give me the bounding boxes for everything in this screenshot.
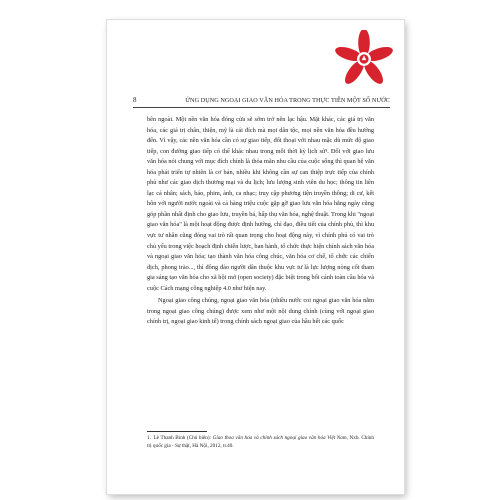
footnote-publication: , Nxb. Chính trị quốc gia - Sự thật, Hà Nội, 2012, tr.40.	[147, 435, 374, 450]
footnote-divider	[147, 431, 207, 432]
running-title: ỨNG DỤNG NGOẠI GIAO VĂN HÓA TRONG THỰC TIỄN MỘT SỐ NƯỚC	[185, 97, 390, 104]
footnote	[147, 434, 374, 450]
publisher-flower-logo-icon	[335, 30, 393, 88]
paragraph-1: bên ngoài. Một nền văn hóa đóng cửa sẽ sớm trở nên lạc hậu. Mặt khác, các giá trị văn hóa, các giá trị chân, thiện, mỹ là cái đích mà mọi dân tộc, mọi nền văn hóa đều hướng đến. Vì vậy, các nền văn hóa cần có sự giao tiếp, đối thoại với nhau mặc dù mức độ giao tiếp, con đường giao tiếp có thể khác nhau trong mỗi thời kỳ lịch sử¹. Đối với giao lưu văn hóa nói chung với mục đích chính là thỏa mãn nhu cầu của cuộc sống thì quan hệ văn hóa phát triển tự nhiên là cơ bản, nhiều khi không cần sự can thiệp trực tiếp của chính phủ như các giao dịch thương mại và du lịch; lưu lượng sinh viên du học; thông tin liên lạc cá nhân; sách, báo, phim, ảnh, ca nhạc; truy cập phương tiện truyền thông; di cư, kết hôn với người nước ngoài và cả hàng triệu cuộc gặp gỡ giao lưu văn hóa hằng ngày cũng góp phần nhất định cho giao lưu, truyền bá, hấp thụ văn hóa, nghệ thuật. Trong khi "ngoại giao văn hóa" là một hoạt động được định hướng, chỉ đạo, điều tiết của chính phủ, thì khu vực tư nhân cũng đóng vai trò rất quan trọng cho hoạt động này, vì chính phủ có vai trò chủ yếu trong việc hoạch định chiến lược, ban hành, tổ chức thực hiện chính sách văn hóa và ngoại giao văn hóa; tạo thành văn hóa công chúc, văn hóa cơ chế, tổ chức các chiến dịch, phong trào..., thì đông đảo người dân thuộc khu vực tư là lực lượng nòng cốt tham gia sáng tạo văn hóa cho xã hội mở (open society) đặc biệt trong bối cảnh toàn cầu hóa và cuộc Cách mạng công nghiệp 4.0 như hiện nay.	[147, 116, 374, 292]
footnote-title: Giao thoa văn hóa và chính sách ngoại giao văn hóa Việt Nam	[212, 435, 347, 441]
paragraph-2: Ngoại giao công chúng, ngoại giao văn hóa (nhiều nước coi ngoại giao văn hóa nằm trong ngoại giao công chúng) được xem như một nội dung chính (cùng với ngoại giao chính trị, ngoại giao kinh tế) trong chính sách ngoại giao của hầu hết các quốc	[147, 297, 374, 326]
footnote-author: Lê Thanh Bình (Chủ biên):	[153, 435, 212, 441]
running-header	[133, 96, 390, 108]
footnote-marker: 1.	[147, 435, 151, 441]
book-page	[107, 20, 404, 494]
body-text	[147, 115, 374, 328]
page-number: 8	[133, 96, 137, 104]
